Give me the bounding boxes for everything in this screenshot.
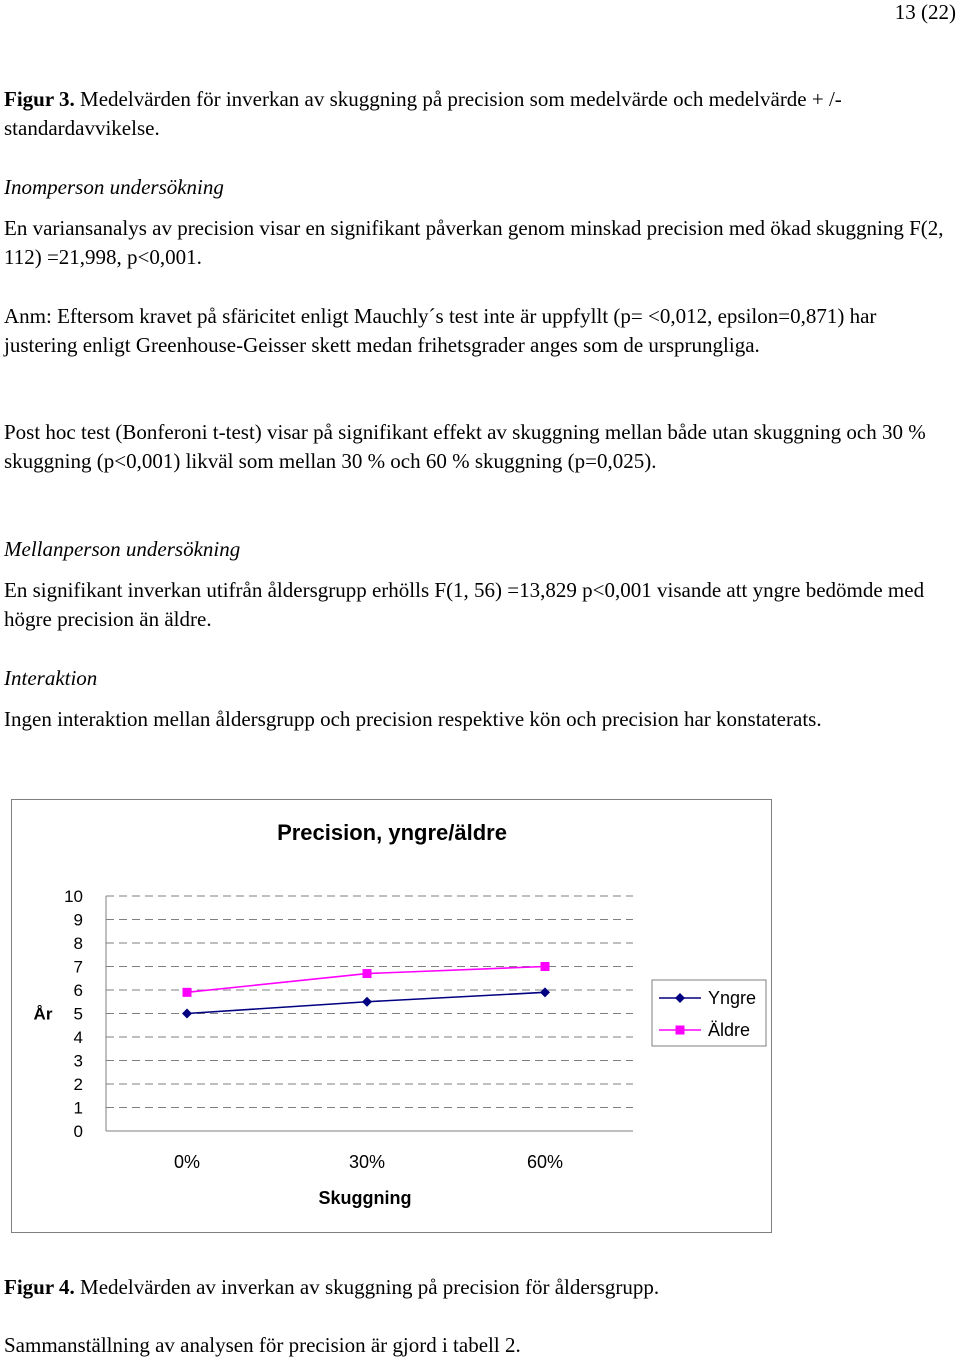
- page-number: 13 (22): [894, 0, 956, 24]
- mellanperson-heading: Mellanperson undersökning: [4, 537, 241, 561]
- chart-title: Precision, yngre/äldre: [277, 820, 507, 845]
- x-tick-label: 60%: [526, 1152, 564, 1172]
- posthoc-paragraph: Post hoc test (Bonferoni t-test) visar på signifikant effekt av skuggning mellan både utan skuggning och 30 % skuggning (p<0,001) likväl som mellan 30 % och 60 % skuggning (p=0,025).: [4, 420, 926, 473]
- y-tick-label: 9: [73, 910, 83, 930]
- y-tick-label: 8: [73, 934, 83, 953]
- interaktion-heading: Interaktion: [4, 666, 98, 690]
- y-tick-label: 6: [73, 981, 83, 1000]
- figure-4-caption-text: Medelvärden av inverkan av skuggning på precision för åldersgrupp.: [74, 1275, 660, 1299]
- figure-4-label: Figur 4.: [4, 1275, 75, 1299]
- mellanperson-paragraph: En signifikant inverkan utifrån åldersgrupp erhölls F(1, 56) =13,829 p<0,001 visande att yngre bedömde med högre precision än äldre.: [4, 578, 925, 631]
- figure-3-caption-text: Medelvärden för inverkan av skuggning på precision som medelvärde och medelvärde + /- standardavvikelse.: [4, 87, 842, 140]
- data-point-yngre: [540, 987, 550, 997]
- data-point-äldre: [541, 962, 550, 971]
- legend-label-äldre: Äldre: [708, 1020, 751, 1040]
- y-tick-label: 4: [73, 1028, 83, 1047]
- inomperson-paragraph: En variansanalys av precision visar en signifikant påverkan genom minskad precision med ökad skuggning F(2, 112) =21,998, p<0,001.: [4, 216, 944, 269]
- figure-3-label: Figur 3.: [4, 87, 75, 111]
- data-point-äldre: [363, 969, 372, 978]
- y-tick-label: 7: [73, 957, 83, 977]
- y-tick-label: 3: [73, 1051, 83, 1071]
- inomperson-heading: Inomperson undersökning: [4, 175, 224, 199]
- y-tick-label: 5: [73, 1004, 83, 1024]
- y-tick-label: 1: [73, 1098, 83, 1118]
- data-point-äldre: [676, 1026, 685, 1035]
- summary-paragraph: Sammanställning av analysen för precision är gjord i tabell 2.: [4, 1333, 521, 1357]
- data-point-yngre: [362, 997, 372, 1007]
- x-axis-label: Skuggning: [318, 1188, 412, 1208]
- data-point-äldre: [183, 988, 192, 997]
- legend-label-yngre: Yngre: [708, 988, 757, 1008]
- figure-3-caption: [4, 85, 954, 143]
- interaktion-paragraph: Ingen interaktion mellan åldersgrupp och precision respektive kön och precision har konstaterats.: [4, 707, 822, 731]
- y-tick-label: 10: [64, 887, 83, 906]
- y-tick-label: 2: [73, 1075, 83, 1094]
- y-tick-label: 0: [73, 1122, 83, 1141]
- x-tick-label: 30%: [348, 1152, 386, 1172]
- anm-paragraph: Anm: Eftersom kravet på sfäricitet enligt Mauchly´s test inte är uppfyllt (p= <0,012, epsilon=0,871) har justering enligt Greenhouse-Geisser skett medan frihetsgrader anges som de ursprungliga.: [4, 304, 877, 357]
- figure-4-caption: [4, 1273, 954, 1302]
- precision-chart: [11, 799, 772, 1233]
- data-point-yngre: [182, 1009, 192, 1019]
- y-axis-label: År: [33, 1004, 53, 1024]
- x-tick-label: 0%: [173, 1152, 201, 1172]
